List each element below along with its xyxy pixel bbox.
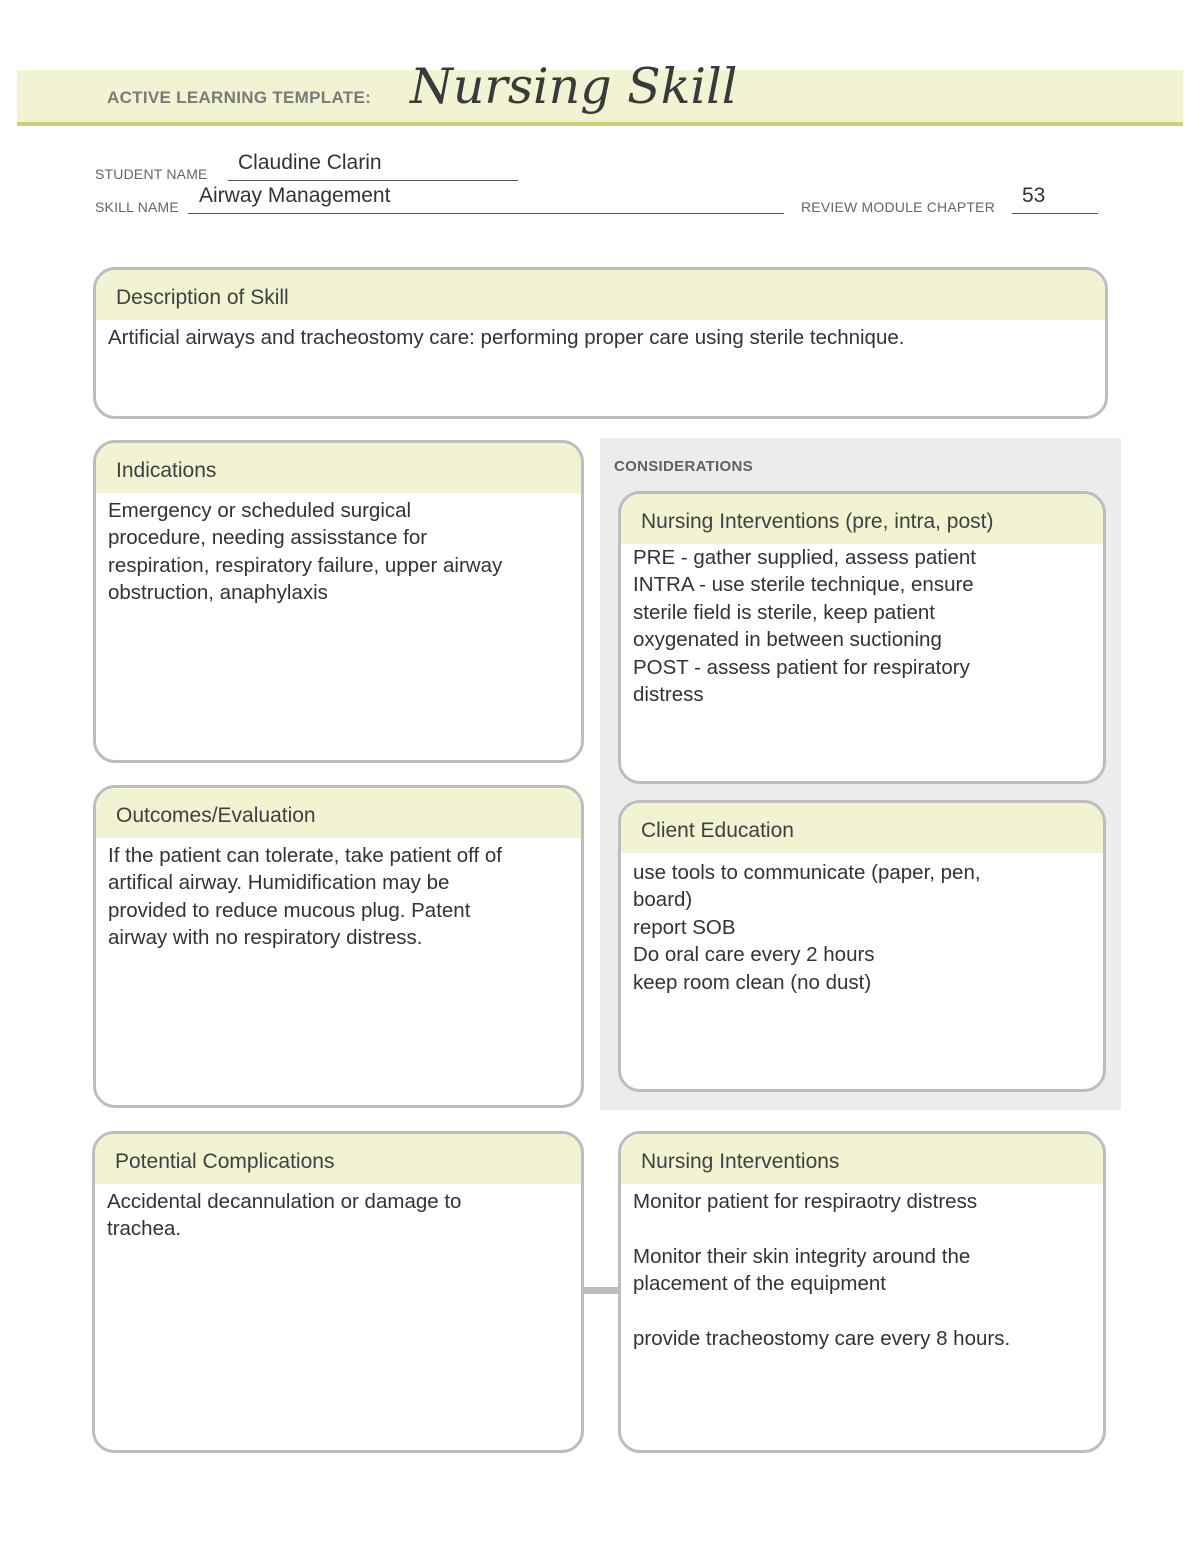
client-education-title: Client Education (621, 803, 1103, 853)
interventions-title: Nursing Interventions (621, 1134, 1103, 1184)
nursing-interventions-pre-text[interactable]: PRE - gather supplied, assess patient INTRA - use sterile technique, ensure sterile field is sterile, keep patient oxygenated in between suctioning POST - assess patient for respiratory distress (633, 546, 976, 707)
card-connector (583, 1287, 621, 1294)
nursing-interventions-pre-card (618, 491, 1106, 784)
review-module-label: REVIEW MODULE CHAPTER (801, 199, 995, 215)
outcomes-card (93, 785, 584, 1108)
complications-card (92, 1131, 584, 1453)
nursing-interventions-pre-title: Nursing Interventions (pre, intra, post) (621, 494, 1103, 544)
interventions-card (618, 1131, 1106, 1453)
skill-name-line (188, 213, 784, 214)
indications-text[interactable]: Emergency or scheduled surgical procedure, needing assisstance for respiration, respiratory failure, upper airway obstruction, anaphylaxis (108, 499, 503, 605)
client-education-card (618, 800, 1106, 1092)
indications-title: Indications (96, 443, 581, 493)
template-label: ACTIVE LEARNING TEMPLATE: (107, 88, 372, 107)
review-module-chapter-field[interactable]: 53 (1022, 184, 1046, 207)
review-module-line (1012, 213, 1098, 214)
indications-card (93, 440, 584, 763)
interventions-text[interactable]: Monitor patient for respiraotry distress Monitor their skin integrity around the placement of the equipment provide tracheostomy care every 8 hours. (633, 1190, 1011, 1351)
complications-text[interactable]: Accidental decannulation or damage to trachea. (107, 1190, 462, 1241)
considerations-label: CONSIDERATIONS (614, 458, 753, 475)
description-card (93, 267, 1108, 419)
skill-name-label: SKILL NAME (95, 199, 179, 215)
student-name-line (228, 180, 518, 181)
student-name-label: STUDENT NAME (95, 166, 208, 182)
description-text[interactable]: Artificial airways and tracheostomy care: performing proper care using sterile technique. (108, 326, 905, 349)
header-rule (17, 122, 1183, 126)
template-title: Nursing Skill (410, 58, 738, 115)
client-education-text[interactable]: use tools to communicate (paper, pen, board) report SOB Do oral care every 2 hours keep room clean (no dust) (633, 861, 981, 994)
description-title: Description of Skill (96, 270, 1105, 320)
student-name-field[interactable]: Claudine Clarin (238, 151, 382, 174)
outcomes-title: Outcomes/Evaluation (96, 788, 581, 838)
complications-title: Potential Complications (95, 1134, 581, 1184)
skill-name-field[interactable]: Airway Management (199, 184, 391, 207)
outcomes-text[interactable]: If the patient can tolerate, take patient off of artifical airway. Humidification may be provided to reduce mucous plug. Patent airway with no respiratory distress. (108, 844, 502, 950)
